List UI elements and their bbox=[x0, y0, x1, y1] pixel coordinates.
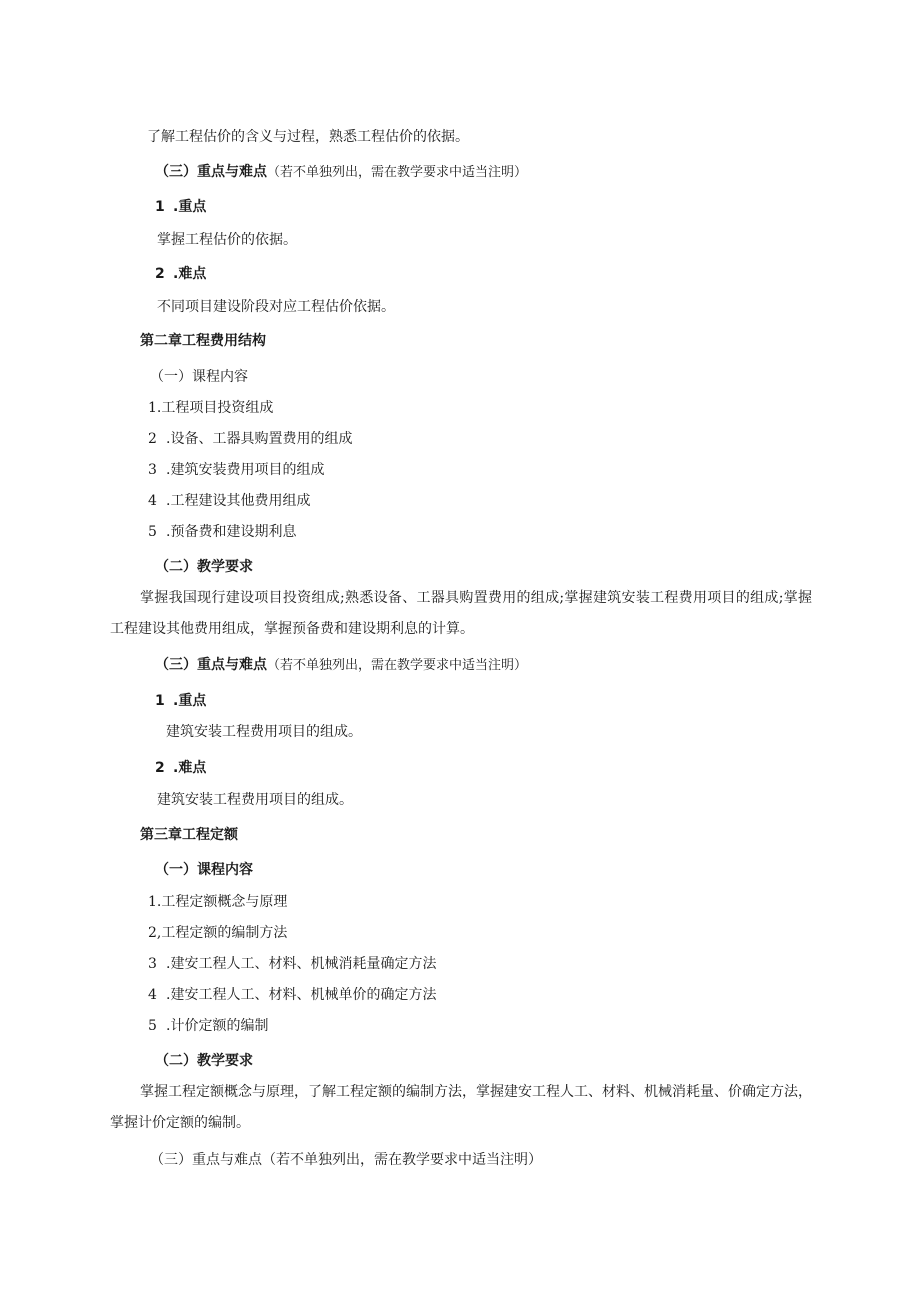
chapter1-key-difficulty-heading bbox=[155, 162, 527, 183]
chapter2-difficulty-text: 建筑安装工程费用项目的组成。 bbox=[157, 792, 353, 808]
item-text: .建筑安装费用项目的组成 bbox=[166, 462, 325, 478]
chapter2-title: 第二章工程费用结构 bbox=[140, 333, 266, 349]
item-label: .难点 bbox=[173, 266, 207, 282]
item-text: .计价定额的编制 bbox=[166, 1018, 269, 1034]
heading-text: （三）重点与难点 bbox=[155, 657, 267, 673]
chapter2-list-item bbox=[148, 491, 310, 511]
chapter3-requirements-heading: （二）教学要求 bbox=[155, 1053, 253, 1069]
chapter3-list-item bbox=[148, 954, 436, 974]
chapter2-requirements-text: 掌握我国现行建设项目投资组成;熟悉设备、工器具购置费用的组成;掌握建筑安装工程费用项目的组成;掌握工程建设其他费用组成，掌握预备费和建设期利息的计算。 bbox=[110, 590, 812, 637]
heading-note: （若不单独列出，需在教学要求中适当注明） bbox=[267, 658, 528, 673]
chapter3-list-item bbox=[148, 923, 287, 943]
heading-note: （若不单独列出，需在教学要求中适当注明） bbox=[267, 165, 528, 180]
chapter1-intro-text: 了解工程估价的含义与过程，熟悉工程估价的依据。 bbox=[147, 129, 469, 145]
item-number: 2 bbox=[155, 266, 165, 282]
chapter3-key-difficulty-heading: （三）重点与难点（若不单独列出，需在教学要求中适当注明） bbox=[150, 1152, 542, 1168]
item-label: .重点 bbox=[173, 693, 207, 709]
chapter2-key-difficulty-heading bbox=[155, 655, 527, 676]
chapter1-key-points-heading bbox=[155, 197, 206, 217]
heading-text: （三）重点与难点 bbox=[155, 164, 267, 180]
item-text: 1.工程定额概念与原理 bbox=[148, 894, 288, 910]
chapter2-difficulty-heading bbox=[155, 758, 206, 778]
chapter2-content-heading: （一）课程内容 bbox=[150, 369, 248, 385]
item-text: .预备费和建设期利息 bbox=[166, 524, 297, 540]
chapter3-list-item bbox=[148, 985, 436, 1005]
item-text: 2,工程定额的编制方法 bbox=[148, 925, 288, 941]
chapter2-list-item bbox=[148, 522, 296, 542]
item-number: 3 bbox=[148, 462, 157, 478]
item-label: .重点 bbox=[173, 199, 207, 215]
chapter2-requirements-heading: （二）教学要求 bbox=[155, 559, 253, 575]
chapter1-difficulty-heading bbox=[155, 264, 206, 284]
chapter2-list-item bbox=[148, 460, 324, 480]
chapter1-difficulty-text: 不同项目建设阶段对应工程估价依据。 bbox=[157, 299, 395, 315]
chapter3-title: 第三章工程定额 bbox=[140, 827, 238, 843]
item-text: .工程建设其他费用组成 bbox=[166, 493, 311, 509]
chapter2-list-item bbox=[148, 429, 352, 449]
item-number: 5 bbox=[148, 524, 157, 540]
item-number: 4 bbox=[148, 987, 157, 1003]
item-number: 1 bbox=[155, 693, 165, 709]
item-text: .建安工程人工、材料、机械单价的确定方法 bbox=[166, 987, 437, 1003]
item-number: 2 bbox=[155, 760, 165, 776]
item-text: 1.工程项目投资组成 bbox=[148, 400, 274, 416]
chapter3-list-item bbox=[148, 892, 287, 912]
chapter3-content-heading: （一）课程内容 bbox=[155, 862, 253, 878]
chapter2-key-points-text: 建筑安装工程费用项目的组成。 bbox=[166, 724, 362, 740]
chapter3-list-item bbox=[148, 1016, 268, 1036]
item-number: 1 bbox=[155, 199, 165, 215]
item-number: 5 bbox=[148, 1018, 157, 1034]
chapter1-key-points-text: 掌握工程估价的依据。 bbox=[157, 232, 297, 248]
item-number: 4 bbox=[148, 493, 157, 509]
item-label: .难点 bbox=[173, 760, 207, 776]
item-number: 3 bbox=[148, 956, 157, 972]
item-number: 2 bbox=[148, 431, 157, 447]
chapter2-list-item bbox=[148, 398, 273, 418]
chapter2-key-points-heading bbox=[155, 691, 206, 711]
item-text: .建安工程人工、材料、机械消耗量确定方法 bbox=[166, 956, 437, 972]
item-text: .设备、工器具购置费用的组成 bbox=[166, 431, 353, 447]
chapter3-requirements-text: 掌握工程定额概念与原理，了解工程定额的编制方法，掌握建安工程人工、材料、机械消耗量、价确定方法，掌握计价定额的编制。 bbox=[110, 1084, 812, 1131]
